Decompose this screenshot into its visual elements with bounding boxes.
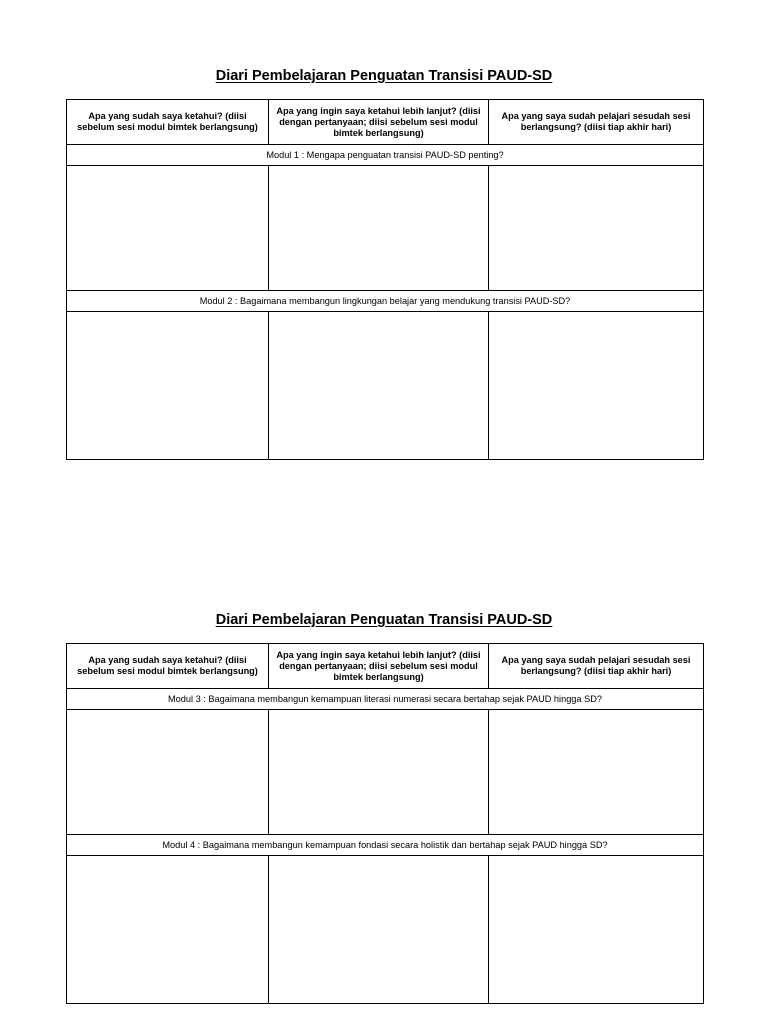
entry-cell-known[interactable] — [67, 710, 269, 835]
entry-row — [67, 312, 704, 460]
module-row — [67, 835, 704, 856]
entry-cell-want-to-know[interactable] — [269, 856, 489, 1004]
document-title: Diari Pembelajaran Penguatan Transisi PAUD-SD — [215, 68, 553, 84]
entry-cell-known[interactable] — [67, 312, 269, 460]
column-header-want-to-know: Apa yang ingin saya ketahui lebih lanjut? (diisi dengan pertanyaan; diisi sebelum sesi modul bimtek berlangsung) — [269, 100, 489, 145]
column-header-want-to-know: Apa yang ingin saya ketahui lebih lanjut? (diisi dengan pertanyaan; diisi sebelum sesi modul bimtek berlangsung) — [269, 644, 489, 689]
entry-cell-learned[interactable] — [489, 166, 704, 291]
module-title: Modul 3 : Bagaimana membangun kemampuan literasi numerasi secara bertahap sejak PAUD hingga SD? — [67, 689, 704, 710]
entry-cell-want-to-know[interactable] — [269, 710, 489, 835]
entry-cell-want-to-know[interactable] — [269, 312, 489, 460]
diary-table — [66, 99, 704, 460]
header-row — [67, 644, 704, 689]
column-header-learned: Apa yang saya sudah pelajari sesudah sesi berlangsung? (diisi tiap akhir hari) — [489, 644, 704, 689]
column-header-learned: Apa yang saya sudah pelajari sesudah sesi berlangsung? (diisi tiap akhir hari) — [489, 100, 704, 145]
module-row — [67, 689, 704, 710]
entry-cell-known[interactable] — [67, 856, 269, 1004]
column-header-known: Apa yang sudah saya ketahui? (diisi sebelum sesi modul bimtek berlangsung) — [67, 644, 269, 689]
entry-cell-learned[interactable] — [489, 312, 704, 460]
module-title: Modul 1 : Mengapa penguatan transisi PAUD-SD penting? — [67, 145, 704, 166]
entry-cell-learned[interactable] — [489, 856, 704, 1004]
diary-table — [66, 643, 704, 1004]
entry-cell-known[interactable] — [67, 166, 269, 291]
module-title: Modul 2 : Bagaimana membangun lingkungan belajar yang mendukung transisi PAUD-SD? — [67, 291, 704, 312]
entry-cell-learned[interactable] — [489, 710, 704, 835]
entry-row — [67, 166, 704, 291]
entry-row — [67, 710, 704, 835]
module-row — [67, 145, 704, 166]
document-title: Diari Pembelajaran Penguatan Transisi PAUD-SD — [215, 612, 553, 628]
entry-row — [67, 856, 704, 1004]
header-row — [67, 100, 704, 145]
module-row — [67, 291, 704, 312]
entry-cell-want-to-know[interactable] — [269, 166, 489, 291]
column-header-known: Apa yang sudah saya ketahui? (diisi sebelum sesi modul bimtek berlangsung) — [67, 100, 269, 145]
module-title: Modul 4 : Bagaimana membangun kemampuan fondasi secara holistik dan bertahap sejak PAUD hingga SD? — [67, 835, 704, 856]
